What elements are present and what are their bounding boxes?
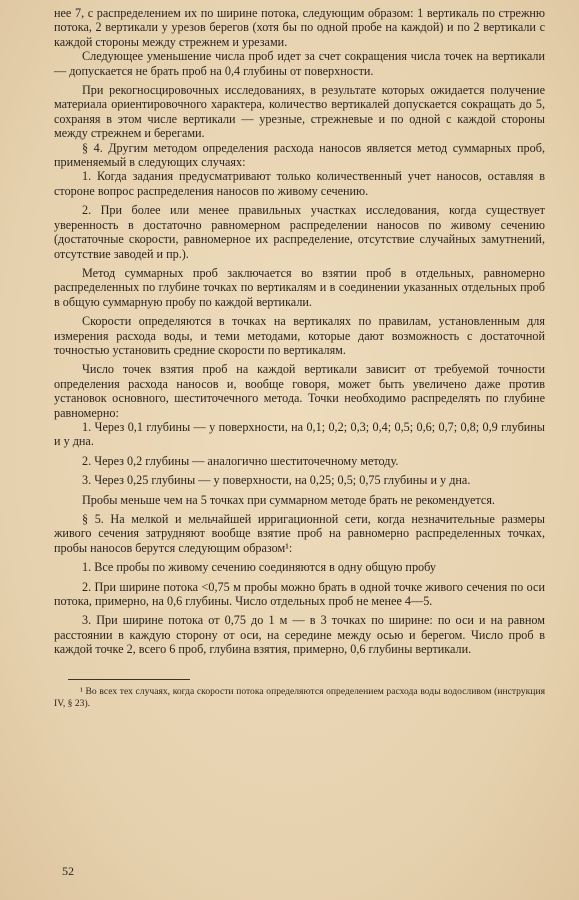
- point-option-3: 3. Через 0,25 глубины — у поверхности, на 0,25; 0,5; 0,75 глубины и у дна.: [82, 473, 471, 488]
- footnote: ¹ Во всех тех случаях, когда скорости потока определяются определением расхода воды водосливом (инструкция IV, § 23).: [54, 685, 545, 709]
- list-item-2: 2. При более или менее правильных участках исследования, когда существует уверенность в достаточно равномерном распределении наносов по живому сечению (достаточные скорости, равномерное их распределение, отсутствие случайных замутнений, отсутствие заводей и пр.).: [54, 203, 545, 261]
- paragraph-sample-reduction: Следующее уменьшение числа проб идет за счет сокращения числа точек на вертикали — допускается не брать проб на 0,4 глубины от поверхности.: [54, 49, 545, 78]
- point-option-1: 1. Через 0,1 глубины — у поверхности, на 0,1; 0,2; 0,3; 0,4; 0,5; 0,6; 0,7; 0,8; 0,9 глубины и у дна.: [54, 419, 545, 449]
- paragraph-reconnaissance: При рекогносцировочных исследованиях, в результате которых ожидается получение материала ориентировочного характера, количество вертикалей допускается сокращать до 5, сохраняя в этом числе вертикали — урезные, стрежневые и по одной с каждой стороны между стрежнем и берегами.: [54, 83, 545, 141]
- irrigation-item-2: 2. При ширине потока <0,75 м пробы можно брать в одной точке живого сечения по оси потока, примерно, на 0,6 глубины. Число отдельных проб не менее 4—5.: [54, 579, 545, 609]
- footnote-divider: [68, 679, 190, 680]
- section-5-heading: § 5. На мелкой и мельчайшей ирригационной сети, когда незначительные размеры живого сечения затрудняют вообще взятие проб на равномерно распределенных точках, пробы наносов берутся следующим образом¹:: [54, 512, 545, 555]
- irrigation-item-3: 3. При ширине потока от 0,75 до 1 м — в 3 точках по ширине: по оси и на равном расстоянии в каждую сторону от оси, на середине между осью и берегом. Число проб в каждой точке 2, всего 6 проб, глубина взятия, примерно, 0,6 глубины вертикали.: [54, 613, 545, 657]
- paragraph-continuation: нее 7, с распределением их по ширине потока, следующим образом: 1 вертикаль по стрежню потока, 2 вертикали у урезов берегов (хотя бы по одной пробе на каждой) и по 2 вертикали с каждой стороны между стрежнем и урезами.: [54, 6, 545, 49]
- irrigation-item-1: 1. Все пробы по живому сечению соединяются в одну общую пробу: [82, 560, 436, 575]
- paragraph-velocities: Скорости определяются в точках на вертикалях по правилам, установленным для измерения расхода воды, и теми методами, которые дают возможность с достаточной точностью установить средние скорости по вертикалям.: [54, 314, 545, 357]
- paragraph-point-count: Число точек взятия проб на каждой вертикали зависит от требуемой точности определения расхода наносов и, вообще говоря, может быть увеличено даже против установок основного, шеститочечного метода. Точки необходимо распределять по глубине равномерно:: [54, 362, 545, 420]
- list-item-1: 1. Когда задания предусматривают только количественный учет наносов, оставляя в стороне вопрос распределения наносов по живому сечению.: [54, 169, 545, 198]
- point-option-2: 2. Через 0,2 глубины — аналогично шеститочечному методу.: [82, 453, 399, 468]
- paragraph-recommendation: Пробы меньше чем на 5 точках при суммарном методе брать не рекомендуется.: [82, 492, 495, 507]
- paragraph-method-description: Метод суммарных проб заключается во взятии проб в отдельных, равномерно распределенных по глубине точках по вертикалям и в соединении указанных отдельных проб в общую суммарную пробу по каждой вертикали.: [54, 265, 545, 309]
- section-4-heading: § 4. Другим методом определения расхода наносов является метод суммарных проб, применяемый в следующих случаях:: [54, 140, 545, 170]
- page-number: 52: [62, 864, 74, 878]
